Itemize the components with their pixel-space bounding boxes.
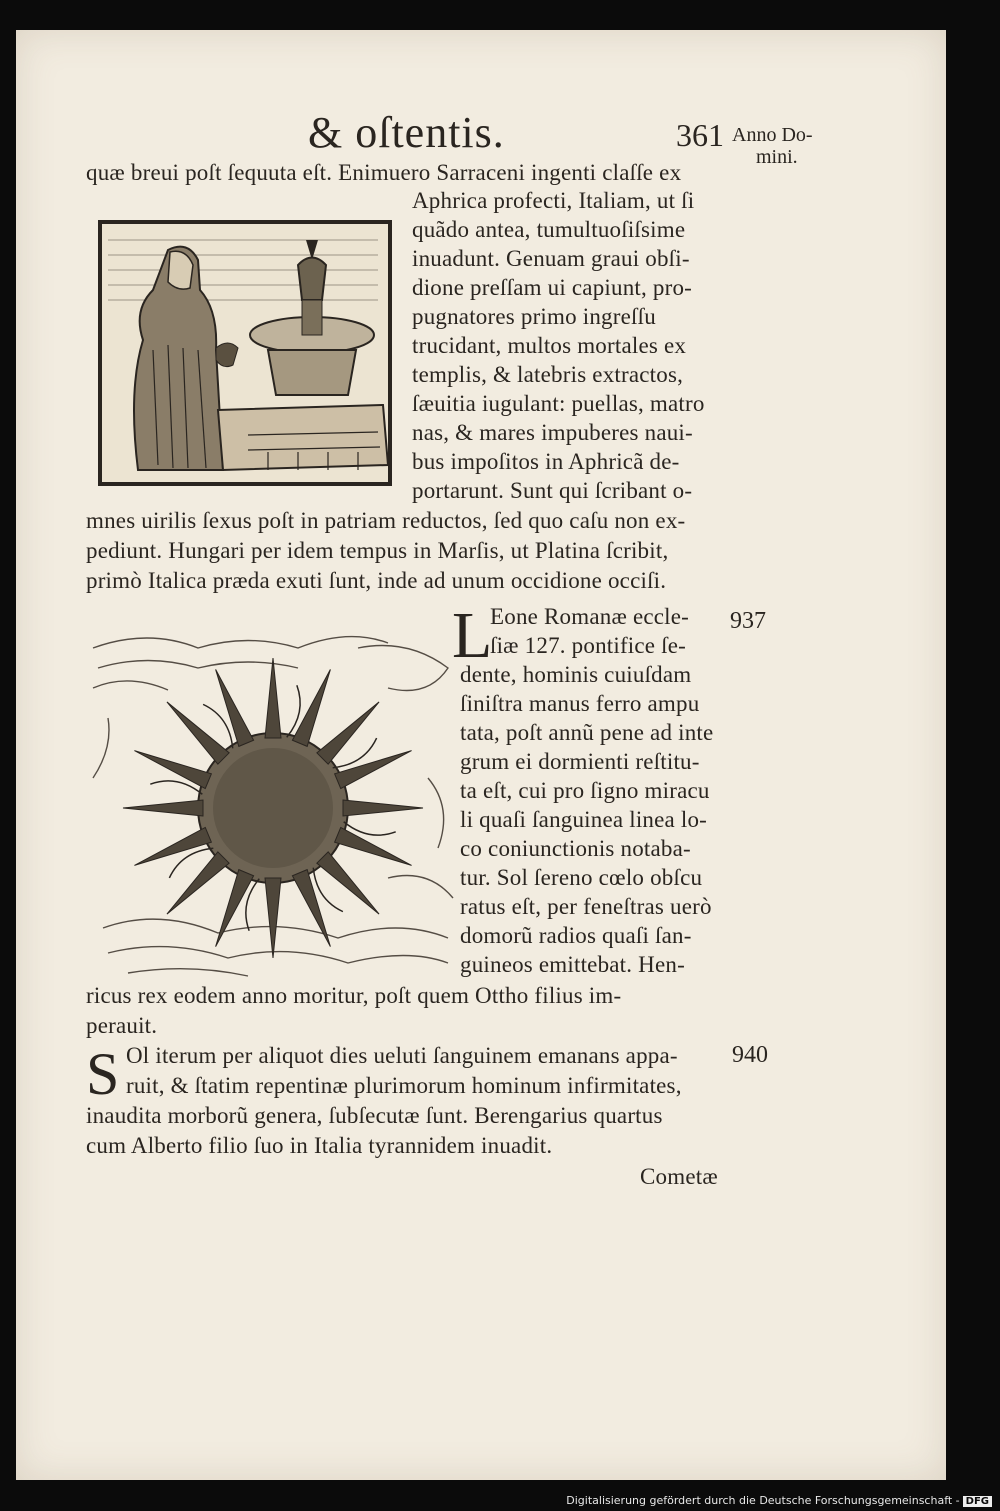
text-line: inaudita morborũ genera, ſubſecutæ ſunt. Berengarius quartus (86, 1103, 663, 1128)
text-line: tata, poſt annũ pene ad inte (460, 720, 714, 745)
text-line: ratus eſt, per feneſtras uerò (460, 894, 712, 919)
text-line: ſiniſtra manus ferro ampu (460, 691, 700, 716)
dropcap-s: S (86, 1041, 120, 1107)
fountain-woodcut (98, 220, 392, 486)
text-line: ſæuitia iugulant: puellas, matro (412, 391, 705, 416)
page-number: 361 (676, 117, 724, 153)
text-line: nas, & mares impuberes naui- (412, 420, 693, 445)
text-line: ricus rex eodem anno moritur, poſt quem Ottho filius im- (86, 983, 622, 1008)
text-line: Aphrica profecti, Italiam, ut ſi (412, 188, 695, 213)
text-line: pediunt. Hungari per idem tempus in Marſis, ut Platina ſcribit, (86, 538, 669, 563)
page-title: & oſtentis. (308, 108, 505, 157)
text-line: ta eſt, cui pro ſigno miracu (460, 778, 710, 803)
text-line: guineos emittebat. Hen- (460, 952, 685, 977)
text-line: ruit, & ſtatim repentinæ plurimorum hominum infirmitates, (126, 1073, 682, 1098)
text-line: domorũ radios quaſi ſan- (460, 923, 692, 948)
text-line: portarunt. Sunt qui ſcribant o- (412, 478, 693, 503)
text-line: dente, hominis cuiuſdam (460, 662, 692, 687)
margin-year-937: 937 (730, 608, 766, 634)
text-line: inuadunt. Genuam graui obſi- (412, 246, 690, 271)
text-line: li quaſi ſanguinea linea lo- (460, 807, 708, 832)
text-line: quãdo antea, tumultuoſiſsime (412, 217, 686, 242)
text-line: grum ei dormienti reſtitu- (460, 749, 700, 774)
text-line: primò Italica præda exuti ſunt, inde ad unum occidione occiſi. (86, 568, 667, 593)
text-line: quæ breui poſt ſequuta eſt. Enimuero Sarraceni ingenti claſſe ex (86, 160, 682, 185)
margin-anno-domini-cont: mini. (756, 146, 798, 168)
sun-woodcut (88, 628, 456, 980)
catchword: Cometæ (640, 1164, 718, 1189)
text-line: Ol iterum per aliquot dies ueluti ſanguinem emanans appa- (126, 1043, 678, 1068)
text-line: ſiæ 127. pontifice ſe- (490, 633, 687, 658)
text-line: tur. Sol ſereno cœlo obſcu (460, 865, 703, 890)
book-page (16, 30, 946, 1480)
margin-year-940: 940 (732, 1042, 768, 1068)
text-line: mnes uirilis ſexus poſt in patriam reductos, ſed quo caſu non ex- (86, 508, 686, 533)
text-line: co coniunctionis notaba- (460, 836, 691, 861)
footer-text: Digitalisierung gefördert durch die Deutsche Forschungsgemeinschaft - (566, 1494, 960, 1507)
dfg-logo: DFG (963, 1496, 992, 1507)
text-line: dione preſſam ui capiunt, pro- (412, 275, 693, 300)
text-line: trucidant, multos mortales ex (412, 333, 687, 358)
margin-anno-domini: Anno Do- (732, 124, 813, 146)
text-line: perauit. (86, 1013, 158, 1038)
text-line: templis, & latebris extractos, (412, 362, 684, 387)
text-line: pugnatores primo ingreſſu (412, 304, 656, 329)
text-line: cum Alberto filio ſuo in Italia tyrannidem inuadit. (86, 1133, 553, 1158)
footer-credit (566, 1494, 992, 1507)
dropcap-l: L (452, 599, 493, 672)
text-line: Eone Romanæ eccle- (490, 604, 690, 629)
text-line: bus impoſitos in Aphricã de- (412, 449, 680, 474)
